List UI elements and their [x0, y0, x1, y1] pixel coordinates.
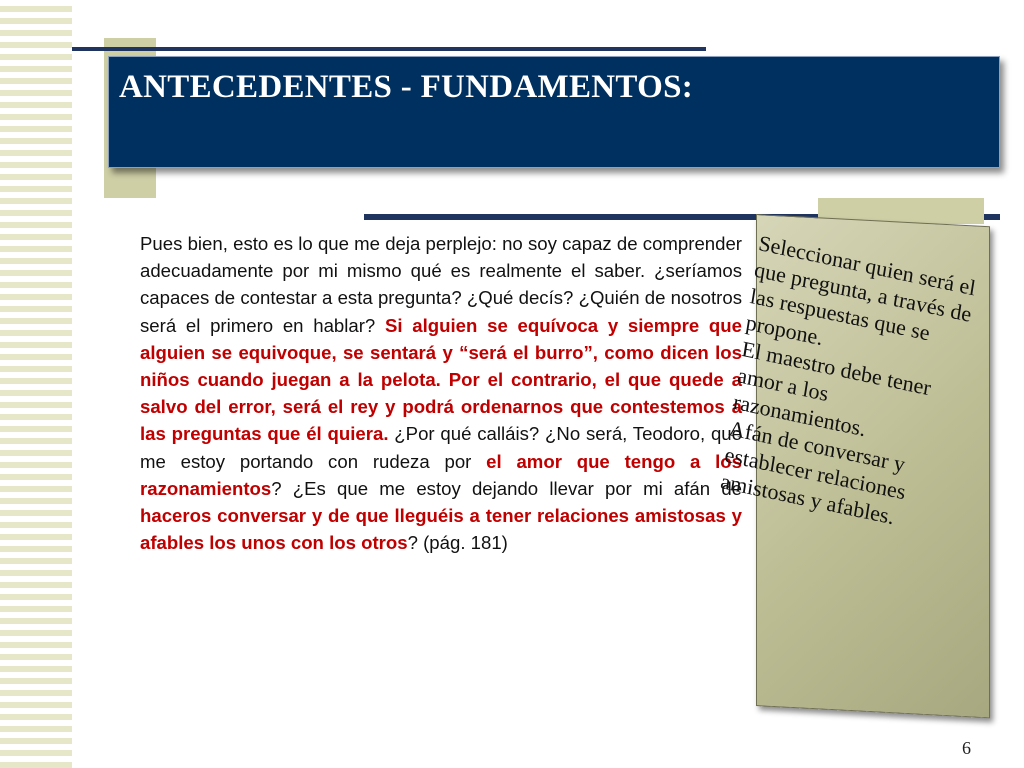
body-segment-highlight: el amor que tengo a los razonamientos — [140, 450, 742, 499]
slide-title: ANTECEDENTES - FUNDAMENTOS: — [119, 69, 694, 105]
title-banner — [108, 56, 1000, 168]
decorative-line-top — [72, 47, 706, 51]
page-number: 6 — [962, 738, 971, 758]
body-segment-highlight: haceros conversar y de que lleguéis a tener relaciones amistosas y afables los unos con los otros — [140, 505, 742, 554]
body-segment-highlight: Si alguien se equívoca y siempre que alguien se equivoque, se sentará y “será el burro”, como dicen los niños cuando juegan a la pelota. Por el contrario, el que quede a salvo del error, será el rey y podrá ordenarnos que contestemos a las preguntas que él quiera. — [140, 314, 742, 445]
body-segment: ¿Por qué calláis? ¿No será, Teodoro, que me estoy portando con rudeza por — [140, 423, 742, 472]
body-paragraph — [140, 230, 742, 556]
body-segment: ? (pág. 181) — [407, 532, 508, 554]
body-segment: Pues bien, esto es lo que me deja perplejo: no soy capaz de comprender adecuadamente por mi mismo qué es realmente el saber. ¿seríamos capaces de contestar a esta pregunta? ¿Qué decís? ¿Quién de nosotros será el primero en hablar? — [140, 233, 742, 336]
body-segment: ? ¿Es que me estoy dejando llevar por mi afán de — [271, 477, 742, 499]
note-box — [718, 214, 990, 718]
note-text: Seleccionar quien será el que pregunta, a través de las respuestas que se propone. El maestro debe tener amor a los razonamientos. Afán de conversar y establecer relaciones amistosas y afables. — [718, 230, 978, 530]
decorative-stripes — [0, 0, 72, 768]
